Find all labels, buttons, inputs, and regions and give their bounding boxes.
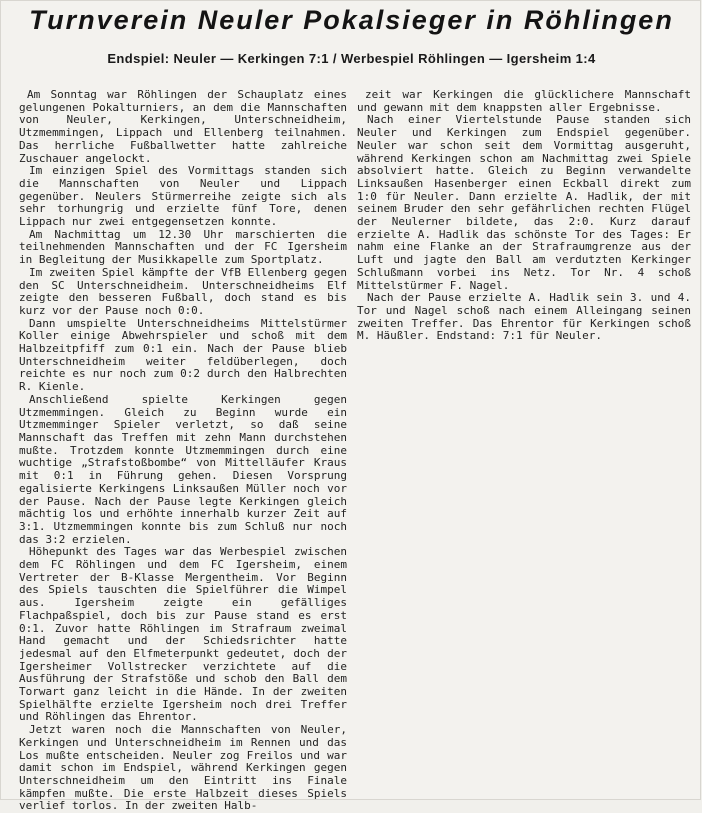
paragraph: Jetzt waren noch die Mannschaften von Neuler, Kerkingen und Unterschneidheim im Rennen und das Los mußte entscheiden. Neuler zog Freilos und war damit schon im Endspiel, während Kerkingen gegen Unterschneidheim um den Eintritt ins Finale kämpfen mußte. Die erste Halbzeit dieses Spiels verlief torlos. In der zweiten Halb- bbox=[19, 723, 347, 813]
paragraph: Nach einer Viertelstunde Pause standen sich Neuler und Kerkingen zum Endspiel gegenüber. Neuler war schon seit dem Vormittag ausgeruht, während Kerkingen schon am Nachmittag zwei Spiele absolviert hatte. Gleich zu Beginn verwandelte Linksaußen Hasenberger einen Eckball direkt zum 1:0 für Neuler. Dann erzielte A. Hadlik, der mit seinem Bruder den sehr gefährlichen rechten Flügel der Neulerner bildete, das 2:0. Kurz darauf erzielte A. Hadlik das schönste Tor des Tages: Er nahm eine Flanke an der Strafraumgrenze aus der Luft und jagte den Ball am verdutzten Kerkinger Schlußmann vorbei ins Netz. Tor Nr. 4 schoß Mittelstürmer F. Nagel. bbox=[357, 113, 691, 292]
paragraph: Im einzigen Spiel des Vormittags standen sich die Mannschaften von Neuler und Lippach gegenüber. Neulers Stürmerreihe zeigte sich als sehr torhungrig und erzielte fünf Tore, denen Lippach nur zwei entgegensetzen konnte. bbox=[19, 164, 347, 229]
article-headline: Turnverein Neuler Pokalsieger in Röhlingen bbox=[29, 5, 674, 35]
paragraph: Dann umspielte Unterschneidheims Mittelstürmer Koller einige Abwehrspieler und schoß mit dem Halbzeitpfiff zum 0:1 ein. Nach der Pause blieb Unterschneidheim weiter feldüberlegen, doch reichte es nur noch zum 0:2 durch den Halbrechten R. Kienle. bbox=[19, 316, 347, 394]
paragraph: Höhepunkt des Tages war das Werbespiel zwischen dem FC Röhlingen und dem FC Igersheim, einem Vertreter der B-Klasse Mergentheim. Vor Beginn des Spiels tauschten die Spielführer die Wimpel aus. Igersheim zeigte ein gefälliges Flachpaßspiel, doch bis zur Pause stand es erst 0:1. Zuvor hatte Röhlingen im Strafraum zweimal Hand gemacht und der Schiedsrichter hatte jedesmal auf den Elfmeterpunkt gedeutet, doch der Igersheimer Vollstrecker verzichtete auf die Ausführung der Strafstöße und schob den Ball dem Torwart ganz leicht in die Hände. In der zweiten Spielhälfte erzielte Igersheim noch drei Treffer und Röhlingen das Ehrentor. bbox=[19, 545, 347, 724]
paragraph: Im zweiten Spiel kämpfte der VfB Ellenberg gegen den SC Unterschneidheim. Unterschneidheims Elf zeigte den besseren Fußball, doch stand es bis kurz vor der Pause noch 0:0. bbox=[19, 265, 347, 317]
article-subheadline: Endspiel: Neuler — Kerkingen 7:1 / Werbespiel Röhlingen — Igersheim 1:4 bbox=[107, 51, 596, 66]
paragraph: Am Sonntag war Röhlingen der Schauplatz eines gelungenen Pokalturniers, an dem die Mannschaften von Neuler, Kerkingen, Unterschneidheim, Utzmemmingen, Lippach und Ellenberg teilnahmen. Das herrliche Fußballwetter hatte zahlreiche Zuschauer angelockt. bbox=[19, 88, 347, 165]
left-column bbox=[19, 89, 347, 813]
right-column bbox=[357, 89, 691, 343]
paragraph: Nach der Pause erzielte A. Hadlik sein 3. und 4. Tor und Nagel schoß nach einem Alleingang seinen zweiten Treffer. Das Ehrentor für Kerkingen schoß M. Häußler. Endstand: 7:1 für Neuler. bbox=[357, 291, 691, 343]
paragraph: Am Nachmittag um 12.30 Uhr marschierten die teilnehmenden Mannschaften und der FC Igersheim in Begleitung der Musikkapelle zum Sportplatz. bbox=[19, 227, 347, 267]
paragraph: zeit war Kerkingen die glücklichere Mannschaft und gewann mit dem knappsten aller Ergebnisse. bbox=[357, 88, 691, 114]
paragraph: Anschließend spielte Kerkingen gegen Utzmemmingen. Gleich zu Beginn wurde ein Utzmemminger Spieler verletzt, so daß seine Mannschaft das Treffen mit zehn Mann durchstehen mußte. Trotzdem konnte Utzmemmingen durch eine wuchtige „Strafstoßbombe“ von Mittelläufer Kraus mit 0:1 in Führung gehen. Diesen Vorsprung egalisierte Kerkingens Linksaußen Müller noch vor der Pause. Nach der Pause legte Kerkingen gleich mächtig los und erhöhte innerhalb kurzer Zeit auf 3:1. Utzmemmingen konnte bis zum Schluß nur noch das 3:2 erzielen. bbox=[19, 392, 347, 546]
